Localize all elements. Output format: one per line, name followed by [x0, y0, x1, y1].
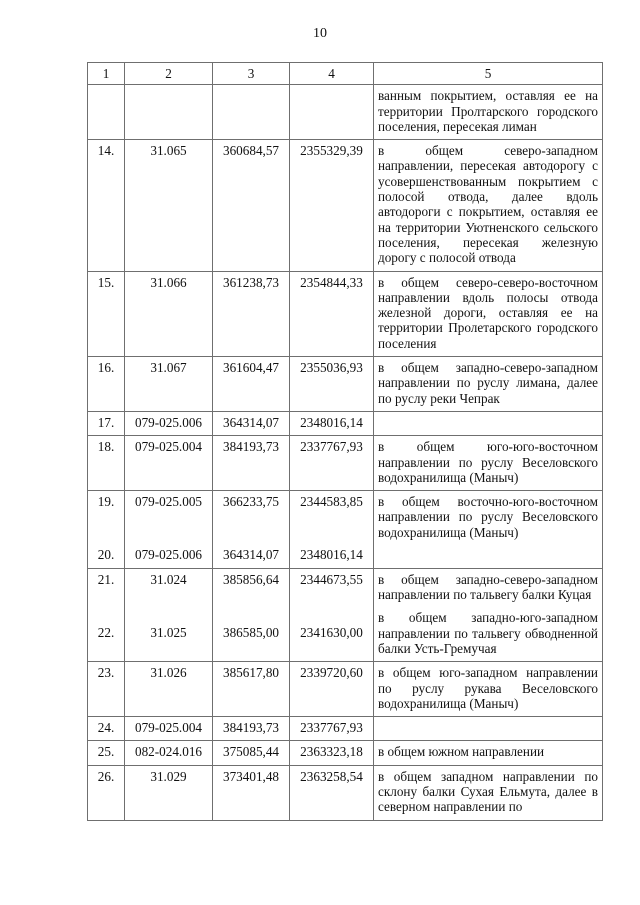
cell-num: 25. — [88, 741, 125, 765]
point-code: 079-025.006 — [134, 547, 203, 563]
cell-description: в общем северо-западном направлении, пересекая автодорогу с усовершенствованным покрытием с полосой отвода, далее вдоль автодороги с покрытием, оставляя ее на территории Уютненского сельского поселения, пересекая железную дорогу с полосой отвода — [374, 140, 603, 271]
cell-code: 079-025.006 — [125, 411, 213, 435]
cell-num: 14. — [88, 140, 125, 271]
table-row — [88, 140, 603, 271]
point-x: 385856,64 — [222, 571, 280, 587]
cell-description: в общем северо-северо-восточном направлении вдоль полосы отвода железной дороги, оставляя ее на территории Пролетарского городского поселения — [374, 271, 603, 356]
table-row — [88, 741, 603, 765]
cell-description: в общем западном направлении по склону балки Сухая Ельмута, далее в северном направлении по — [374, 765, 603, 820]
point-code: 31.024 — [150, 571, 187, 587]
table-row — [88, 85, 603, 140]
cell-code: 079-025.004 — [125, 717, 213, 741]
cell-num: 23. — [88, 662, 125, 717]
point-y: 2344583,85 — [300, 494, 363, 510]
table-row — [88, 662, 603, 717]
cell-code: 31.066 — [125, 271, 213, 356]
cell-x: 361238,73 — [213, 271, 290, 356]
cell-description: в общем западно-северо-западном направлении по руслу лимана, далее по руслу реки Чепрак — [374, 357, 603, 412]
point-num: 22. — [97, 625, 115, 641]
cell-description: в общем юго-юго-восточном направлении по руслу Веселовского водохранилища (Маныч) — [374, 436, 603, 491]
cell-code: 079-025.004 — [125, 436, 213, 491]
cell-x: 375085,44 — [213, 741, 290, 765]
cell-code: 31.067 — [125, 357, 213, 412]
header-row — [88, 63, 603, 85]
point-description: в общем западно-юго-западном направлении по тальвегу обводненной балки Усть-Гремучая — [378, 610, 598, 656]
point-description: в общем западно-северо-западном направлении по тальвегу балки Куцая — [378, 571, 598, 603]
point-num: 20. — [97, 547, 115, 563]
cell-y: 2355329,39 — [290, 140, 374, 271]
cell-num: 15. — [88, 271, 125, 356]
cell-num: 24. — [88, 717, 125, 741]
cell-code — [125, 491, 213, 569]
cell-x: 360684,57 — [213, 140, 290, 271]
header-col-4: 4 — [290, 63, 374, 85]
point-code: 31.025 — [150, 625, 187, 641]
table-row — [88, 436, 603, 491]
cell-num: 17. — [88, 411, 125, 435]
cell-code: 31.029 — [125, 765, 213, 820]
cell-y: 2348016,14 — [290, 411, 374, 435]
table-row — [88, 717, 603, 741]
cell-num: 18. — [88, 436, 125, 491]
cell-code — [125, 568, 213, 661]
table-row — [88, 568, 603, 661]
cell-x: 373401,48 — [213, 765, 290, 820]
cell-num — [88, 85, 125, 140]
cell-description: ванным покрытием, оставляя ее на территории Пролтарского городского поселения, пересекая лиман — [374, 85, 603, 140]
cell-x: 385617,80 — [213, 662, 290, 717]
cell-description — [374, 411, 603, 435]
cell-x — [213, 568, 290, 661]
cell-num: 26. — [88, 765, 125, 820]
cell-x: 361604,47 — [213, 357, 290, 412]
header-col-2: 2 — [125, 63, 213, 85]
cell-x — [213, 85, 290, 140]
cell-description — [374, 568, 603, 661]
cell-y: 2355036,93 — [290, 357, 374, 412]
cell-x: 384193,73 — [213, 717, 290, 741]
header-col-5: 5 — [374, 63, 603, 85]
cell-code: 31.026 — [125, 662, 213, 717]
cell-description: в общем восточно-юго-восточном направлении по руслу Веселовского водохранилища (Маныч) — [374, 491, 603, 569]
point-x: 366233,75 — [222, 494, 280, 510]
cell-x — [213, 491, 290, 569]
cell-num — [88, 568, 125, 661]
cell-description — [374, 717, 603, 741]
point-x: 386585,00 — [222, 625, 280, 641]
point-y: 2341630,00 — [300, 625, 363, 641]
cell-num — [88, 491, 125, 569]
cell-y: 2363323,18 — [290, 741, 374, 765]
cell-y: 2337767,93 — [290, 717, 374, 741]
cell-code — [125, 85, 213, 140]
header-col-1: 1 — [88, 63, 125, 85]
cell-y — [290, 85, 374, 140]
cell-x: 364314,07 — [213, 411, 290, 435]
table-row — [88, 357, 603, 412]
point-y: 2344673,55 — [300, 571, 363, 587]
table-row — [88, 411, 603, 435]
table-row — [88, 491, 603, 569]
cell-description: в общем юго-западном направлении по руслу рукава Веселовского водохранилища (Маныч) — [374, 662, 603, 717]
cell-y — [290, 568, 374, 661]
cell-y: 2337767,93 — [290, 436, 374, 491]
point-num: 19. — [97, 494, 115, 510]
boundary-points-table — [87, 62, 603, 821]
header-col-3: 3 — [213, 63, 290, 85]
cell-y: 2354844,33 — [290, 271, 374, 356]
cell-num: 16. — [88, 357, 125, 412]
cell-description: в общем южном направлении — [374, 741, 603, 765]
point-num: 21. — [97, 571, 115, 587]
point-x: 364314,07 — [222, 547, 280, 563]
table-row — [88, 271, 603, 356]
cell-x: 384193,73 — [213, 436, 290, 491]
point-y: 2348016,14 — [300, 547, 363, 563]
cell-y — [290, 491, 374, 569]
point-code: 079-025.005 — [134, 494, 203, 510]
cell-y: 2363258,54 — [290, 765, 374, 820]
cell-y: 2339720,60 — [290, 662, 374, 717]
cell-code: 082-024.016 — [125, 741, 213, 765]
table-row — [88, 765, 603, 820]
page-number: 10 — [313, 26, 327, 41]
cell-code: 31.065 — [125, 140, 213, 271]
